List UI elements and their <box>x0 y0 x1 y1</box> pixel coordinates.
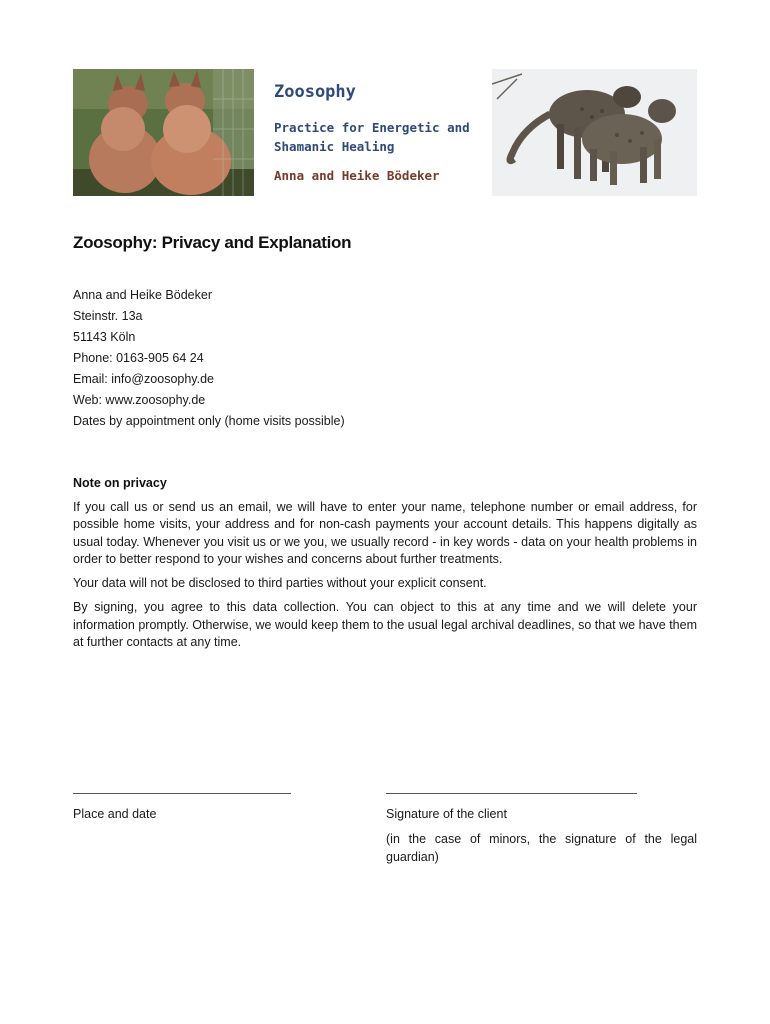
contact-phone: Phone: 0163-905 64 24 <box>73 351 204 365</box>
client-signature-label: Signature of the client <box>386 807 507 821</box>
snow-leopard-illustration <box>492 69 697 196</box>
brand-tagline-line2: Shamanic Healing <box>274 139 395 154</box>
contact-block <box>73 285 345 432</box>
minor-signature-note: (in the case of minors, the signature of the legal guardian) <box>386 832 697 864</box>
contact-street: Steinstr. 13a <box>73 309 143 323</box>
contact-email: Email: info@zoosophy.de <box>73 372 215 386</box>
lynx-illustration <box>73 69 254 196</box>
brand-block <box>274 82 484 183</box>
snow-leopard-photo <box>492 69 697 196</box>
contact-appointments: Dates by appointment only (home visits possible) <box>73 414 345 428</box>
client-signature-line[interactable] <box>386 793 637 794</box>
contact-city: 51143 Köln <box>73 330 136 344</box>
privacy-paragraph: By signing, you agree to this data collection. You can object to this at any time and we will delete your information promptly. Otherwise, we would keep them to the usual legal archival deadlines, so that we have them at further contacts at any time. <box>73 600 697 650</box>
page-title: Zoosophy: Privacy and Explanation <box>73 233 352 252</box>
brand-tagline-line1: Practice for Energetic and <box>274 120 470 135</box>
lynx-photo <box>73 69 254 196</box>
privacy-paragraph: If you call us or send us an email, we will have to enter your name, telephone number or email address, for possible home visits, your address and for non-cash payments your account details. This happens digitally as usual today. Whenever you visit us or we you, we usually record - in key words - data on your health problems in order to better respond to your wishes and concerns about further treatments. <box>73 500 697 566</box>
brand-name: Zoosophy <box>274 82 356 102</box>
contact-web: Web: www.zoosophy.de <box>73 393 206 407</box>
privacy-paragraph: Your data will not be disclosed to third parties without your explicit consent. <box>73 576 487 591</box>
place-date-label: Place and date <box>73 807 157 821</box>
brand-tagline <box>274 118 484 156</box>
privacy-heading: Note on privacy <box>73 476 167 490</box>
privacy-body <box>73 499 697 658</box>
brand-owners: Anna and Heike Bödeker <box>274 168 440 183</box>
contact-name: Anna and Heike Bödeker <box>73 288 212 302</box>
place-date-signature-line[interactable] <box>73 793 291 794</box>
